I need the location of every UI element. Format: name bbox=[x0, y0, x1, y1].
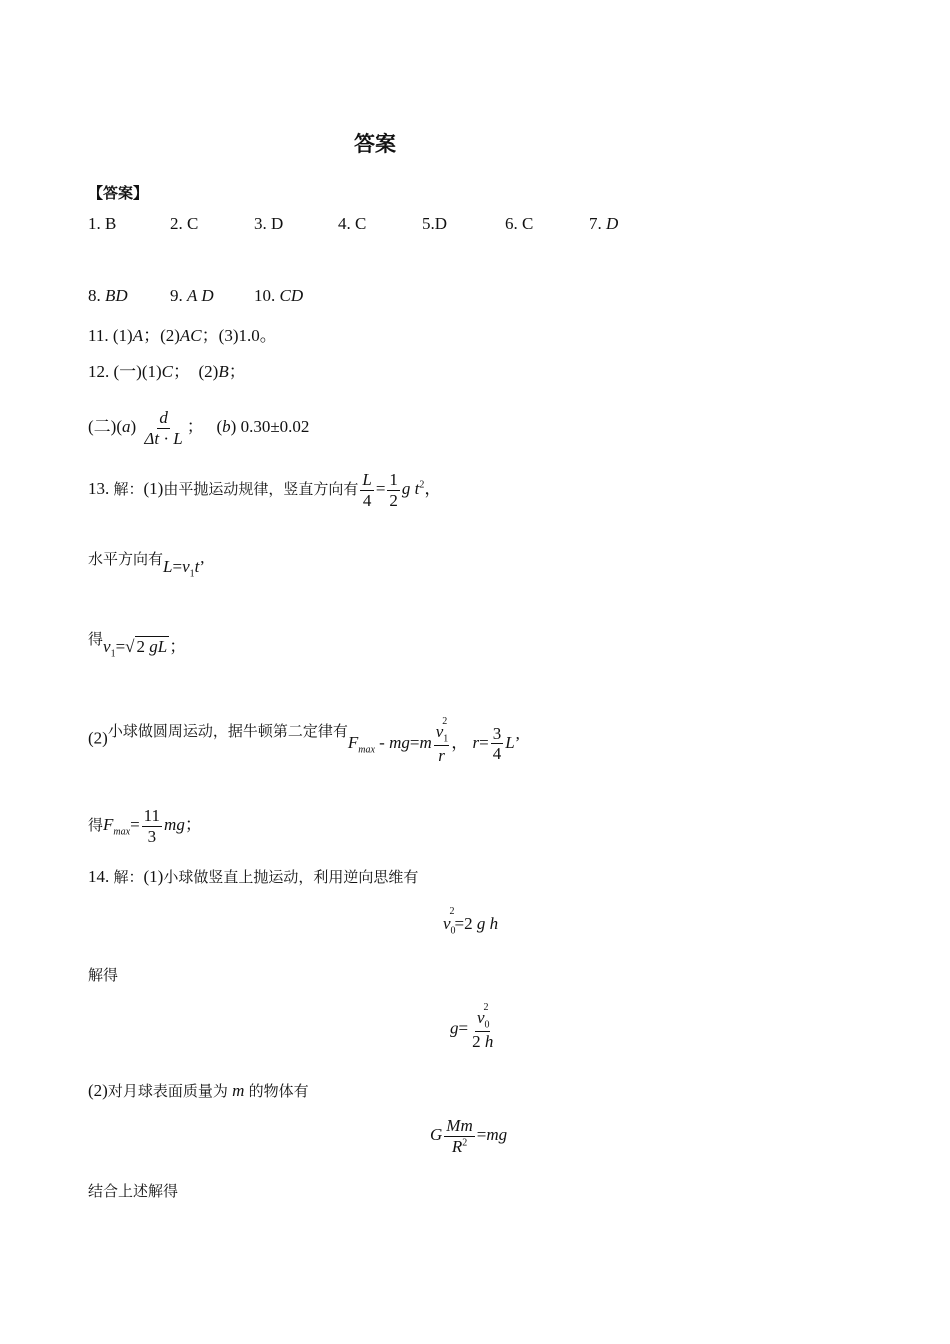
q14-equation-g: g= $\frac{v_0^2}{2 h}$ bbox=[450, 1002, 494, 1051]
multi-answer-10: 10. CD bbox=[254, 286, 304, 305]
mc-answer-6: 6. C bbox=[505, 214, 534, 233]
q14-equation-v0: $v_0^2=2$ g h bbox=[443, 906, 499, 937]
q13-step2: (2)小球做圆周运动，据牛顿第二定律有$F_{max} - mg=m$ $\frac{v_1^2}{r}$ ， r= $\frac{3}{4}$ L’ bbox=[88, 716, 521, 765]
mc-answer-4: 4. C bbox=[338, 214, 367, 233]
mc-answer-1: 1. B bbox=[88, 214, 117, 233]
q14-combine-label: 结合上述解得 bbox=[88, 1182, 179, 1200]
q14-equation-gravity: G $\frac{Mm}{R^2}$ =mg bbox=[430, 1116, 508, 1156]
q13-step1: 13. 解：(1)由平抛运动规律，竖直方向有 $\frac{L}{4}$ = $\frac{1}{2}$ g $t^2$， bbox=[88, 470, 442, 510]
q12-answer-part1: 12. (一)(1)C； (2)B； bbox=[88, 362, 246, 381]
q11-answer: 11. (1)A；(2)AC；(3)1.0。 bbox=[88, 326, 277, 345]
q12-answer-part2: (二)(a) $\frac{d}{\Delta t \cdot L}$ ； (b) 0.30±0.02 bbox=[88, 408, 310, 448]
q13-v1-result: 得$v_1=√$ 2 gL ； bbox=[88, 630, 187, 660]
q14-step1: 14. 解：(1)小球做竖直上抛运动，利用逆向思维有 bbox=[88, 867, 419, 886]
page-title: 答案 bbox=[354, 132, 396, 156]
fraction-d-over-dt-l: $\frac{d}{\Delta t \cdot L}$ bbox=[144, 408, 183, 448]
q14-step2: (2)对月球表面质量为 m 的物体有 bbox=[88, 1081, 309, 1100]
q14-solve-label: 解得 bbox=[88, 966, 119, 984]
mc-answer-3: 3. D bbox=[254, 214, 284, 233]
q13-horizontal: 水平方向有$L=v_1t$’ bbox=[88, 550, 206, 580]
mc-answer-2: 2. C bbox=[170, 214, 199, 233]
multi-answer-8: 8. BD bbox=[88, 286, 128, 305]
section-label: 【答案】 bbox=[88, 184, 149, 202]
multi-answer-9: 9. A D bbox=[170, 286, 214, 305]
q13-fmax-result: 得$F_{max}=$ $\frac{11}{3}$ mg； bbox=[88, 806, 202, 846]
mc-answer-5: 5.D bbox=[422, 214, 448, 233]
mc-answer-7: 7. D bbox=[589, 214, 619, 233]
